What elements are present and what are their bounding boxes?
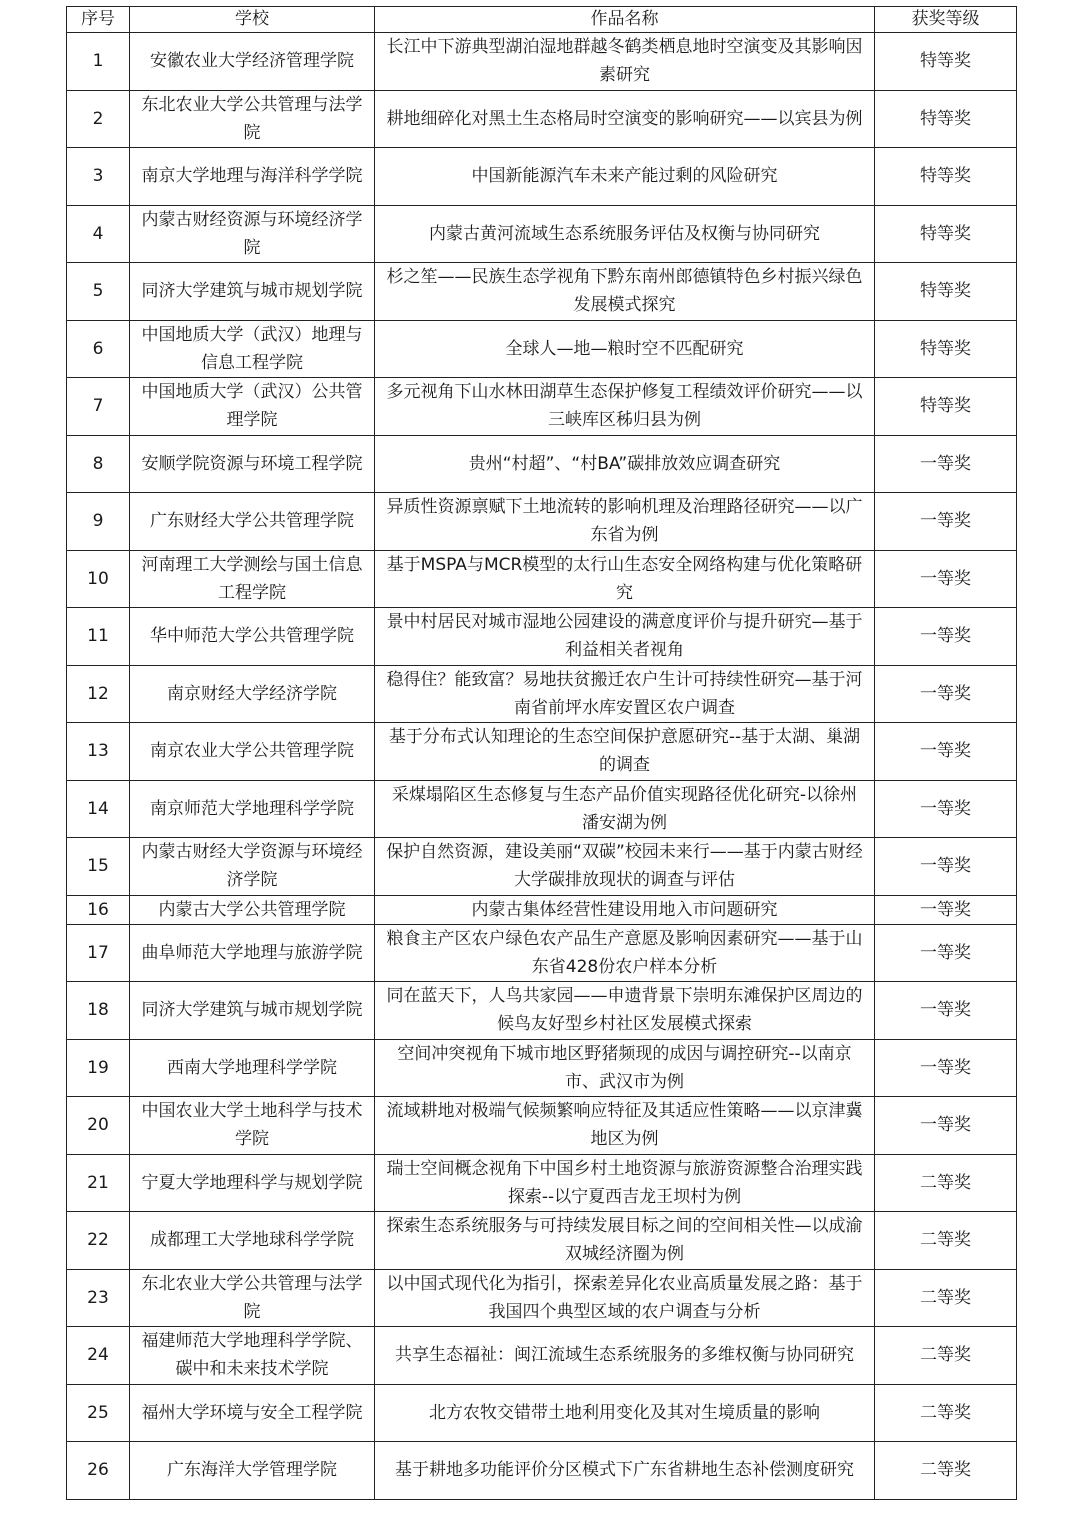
school-name: 南京师范大学地理科学学院	[130, 780, 375, 838]
row-number: 23	[67, 1269, 130, 1327]
row-number: 5	[67, 263, 130, 321]
table-row	[67, 320, 1017, 378]
school-name: 内蒙古财经资源与环境经济学院	[130, 205, 375, 263]
work-title: 耕地细碎化对黑土生态格局时空演变的影响研究——以宾县为例	[375, 90, 875, 148]
award-level: 特等奖	[875, 378, 1017, 436]
school-name: 南京大学地理与海洋科学学院	[130, 148, 375, 206]
school-name: 安徽农业大学经济管理学院	[130, 33, 375, 91]
school-name: 福建师范大学地理科学学院、碳中和未来技术学院	[130, 1327, 375, 1385]
award-level: 一等奖	[875, 550, 1017, 608]
award-level: 特等奖	[875, 148, 1017, 206]
work-title: 以中国式现代化为指引，探索差异化农业高质量发展之路：基于我国四个典型区域的农户调查与分析	[375, 1269, 875, 1327]
table-row	[67, 1039, 1017, 1097]
row-number: 21	[67, 1154, 130, 1212]
school-name: 广东海洋大学管理学院	[130, 1442, 375, 1500]
row-number: 1	[67, 33, 130, 91]
award-level: 二等奖	[875, 1384, 1017, 1442]
table-row	[67, 493, 1017, 551]
row-number: 26	[67, 1442, 130, 1500]
work-title: 保护自然资源，建设美丽“双碳”校园未来行——基于内蒙古财经大学碳排放现状的调查与评估	[375, 838, 875, 896]
row-number: 18	[67, 982, 130, 1040]
row-number: 3	[67, 148, 130, 206]
row-number: 4	[67, 205, 130, 263]
table-body	[67, 33, 1017, 1500]
row-number: 16	[67, 895, 130, 924]
work-title: 流域耕地对极端气候频繁响应特征及其适应性策略——以京津冀地区为例	[375, 1097, 875, 1155]
table-row	[67, 550, 1017, 608]
work-title: 共享生态福祉：闽江流域生态系统服务的多维权衡与协同研究	[375, 1327, 875, 1385]
row-number: 12	[67, 665, 130, 723]
row-number: 2	[67, 90, 130, 148]
row-number: 13	[67, 723, 130, 781]
award-level: 特等奖	[875, 33, 1017, 91]
school-name: 成都理工大学地球科学学院	[130, 1212, 375, 1270]
school-name: 西南大学地理科学学院	[130, 1039, 375, 1097]
table-row	[67, 33, 1017, 91]
work-title: 稳得住？能致富？易地扶贫搬迁农户生计可持续性研究—基于河南省前坪水库安置区农户调查	[375, 665, 875, 723]
work-title: 北方农牧交错带土地利用变化及其对生境质量的影响	[375, 1384, 875, 1442]
table-row	[67, 982, 1017, 1040]
table-row	[67, 378, 1017, 436]
table-row	[67, 838, 1017, 896]
award-level: 一等奖	[875, 1097, 1017, 1155]
school-name: 福州大学环境与安全工程学院	[130, 1384, 375, 1442]
work-title: 多元视角下山水林田湖草生态保护修复工程绩效评价研究——以三峡库区秭归县为例	[375, 378, 875, 436]
school-name: 同济大学建筑与城市规划学院	[130, 982, 375, 1040]
award-level: 特等奖	[875, 205, 1017, 263]
row-number: 6	[67, 320, 130, 378]
table-row	[67, 1442, 1017, 1500]
work-title: 杉之笙——民族生态学视角下黔东南州郎德镇特色乡村振兴绿色发展模式探究	[375, 263, 875, 321]
work-title: 内蒙古黄河流域生态系统服务评估及权衡与协同研究	[375, 205, 875, 263]
award-level: 一等奖	[875, 1039, 1017, 1097]
work-title: 采煤塌陷区生态修复与生态产品价值实现路径优化研究-以徐州潘安湖为例	[375, 780, 875, 838]
award-level: 一等奖	[875, 608, 1017, 666]
table-row	[67, 723, 1017, 781]
award-level: 一等奖	[875, 895, 1017, 924]
table-row	[67, 924, 1017, 982]
award-level: 二等奖	[875, 1327, 1017, 1385]
award-level: 二等奖	[875, 1154, 1017, 1212]
table-row	[67, 1097, 1017, 1155]
school-name: 曲阜师范大学地理与旅游学院	[130, 924, 375, 982]
work-title: 探索生态系统服务与可持续发展目标之间的空间相关性—以成渝双城经济圈为例	[375, 1212, 875, 1270]
work-title: 内蒙古集体经营性建设用地入市问题研究	[375, 895, 875, 924]
table-row	[67, 1154, 1017, 1212]
work-title: 瑞士空间概念视角下中国乡村土地资源与旅游资源整合治理实践探索--以宁夏西吉龙王坝村为例	[375, 1154, 875, 1212]
work-title: 粮食主产区农户绿色农产品生产意愿及影响因素研究——基于山东省428份农户样本分析	[375, 924, 875, 982]
award-level: 特等奖	[875, 263, 1017, 321]
work-title: 全球人—地—粮时空不匹配研究	[375, 320, 875, 378]
work-title: 基于MSPA与MCR模型的太行山生态安全网络构建与优化策略研究	[375, 550, 875, 608]
table-row	[67, 1212, 1017, 1270]
school-name: 南京财经大学经济学院	[130, 665, 375, 723]
row-number: 24	[67, 1327, 130, 1385]
header-school: 学校	[130, 7, 375, 33]
table-row	[67, 780, 1017, 838]
row-number: 22	[67, 1212, 130, 1270]
award-level: 特等奖	[875, 90, 1017, 148]
header-title: 作品名称	[375, 7, 875, 33]
school-name: 广东财经大学公共管理学院	[130, 493, 375, 551]
school-name: 中国地质大学（武汉）地理与信息工程学院	[130, 320, 375, 378]
work-title: 空间冲突视角下城市地区野猪频现的成因与调控研究--以南京市、武汉市为例	[375, 1039, 875, 1097]
row-number: 8	[67, 435, 130, 493]
award-level: 一等奖	[875, 924, 1017, 982]
row-number: 20	[67, 1097, 130, 1155]
award-level: 一等奖	[875, 982, 1017, 1040]
school-name: 内蒙古财经大学资源与环境经济学院	[130, 838, 375, 896]
table-row	[67, 608, 1017, 666]
table-row	[67, 895, 1017, 924]
table-row	[67, 263, 1017, 321]
work-title: 异质性资源禀赋下土地流转的影响机理及治理路径研究——以广东省为例	[375, 493, 875, 551]
school-name: 宁夏大学地理科学与规划学院	[130, 1154, 375, 1212]
table-row	[67, 1384, 1017, 1442]
award-level: 一等奖	[875, 838, 1017, 896]
school-name: 安顺学院资源与环境工程学院	[130, 435, 375, 493]
row-number: 10	[67, 550, 130, 608]
row-number: 9	[67, 493, 130, 551]
row-number: 7	[67, 378, 130, 436]
row-number: 17	[67, 924, 130, 982]
award-level: 二等奖	[875, 1269, 1017, 1327]
school-name: 南京农业大学公共管理学院	[130, 723, 375, 781]
row-number: 14	[67, 780, 130, 838]
award-level: 一等奖	[875, 780, 1017, 838]
school-name: 河南理工大学测绘与国土信息工程学院	[130, 550, 375, 608]
school-name: 内蒙古大学公共管理学院	[130, 895, 375, 924]
school-name: 华中师范大学公共管理学院	[130, 608, 375, 666]
award-level: 二等奖	[875, 1442, 1017, 1500]
school-name: 中国农业大学土地科学与技术学院	[130, 1097, 375, 1155]
row-number: 15	[67, 838, 130, 896]
table-row	[67, 1269, 1017, 1327]
work-title: 贵州“村超”、“村BA”碳排放效应调查研究	[375, 435, 875, 493]
work-title: 中国新能源汽车未来产能过剩的风险研究	[375, 148, 875, 206]
table-row	[67, 665, 1017, 723]
header-row	[67, 7, 1017, 33]
award-level: 一等奖	[875, 435, 1017, 493]
table-row	[67, 1327, 1017, 1385]
header-award: 获奖等级	[875, 7, 1017, 33]
work-title: 同在蓝天下，人鸟共家园——申遗背景下崇明东滩保护区周边的候鸟友好型乡村社区发展模式探索	[375, 982, 875, 1040]
work-title: 基于耕地多功能评价分区模式下广东省耕地生态补偿测度研究	[375, 1442, 875, 1500]
header-no: 序号	[67, 7, 130, 33]
table-row	[67, 90, 1017, 148]
award-level: 一等奖	[875, 493, 1017, 551]
award-level: 特等奖	[875, 320, 1017, 378]
row-number: 25	[67, 1384, 130, 1442]
award-level: 一等奖	[875, 723, 1017, 781]
work-title: 基于分布式认知理论的生态空间保护意愿研究--基于太湖、巢湖的调查	[375, 723, 875, 781]
school-name: 东北农业大学公共管理与法学院	[130, 90, 375, 148]
row-number: 11	[67, 608, 130, 666]
row-number: 19	[67, 1039, 130, 1097]
award-level: 二等奖	[875, 1212, 1017, 1270]
table-row	[67, 205, 1017, 263]
work-title: 长江中下游典型湖泊湿地群越冬鹤类栖息地时空演变及其影响因素研究	[375, 33, 875, 91]
school-name: 同济大学建筑与城市规划学院	[130, 263, 375, 321]
school-name: 中国地质大学（武汉）公共管理学院	[130, 378, 375, 436]
table-row	[67, 435, 1017, 493]
award-level: 一等奖	[875, 665, 1017, 723]
school-name: 东北农业大学公共管理与法学院	[130, 1269, 375, 1327]
table-row	[67, 148, 1017, 206]
work-title: 景中村居民对城市湿地公园建设的满意度评价与提升研究—基于利益相关者视角	[375, 608, 875, 666]
award-table	[66, 6, 1017, 1500]
